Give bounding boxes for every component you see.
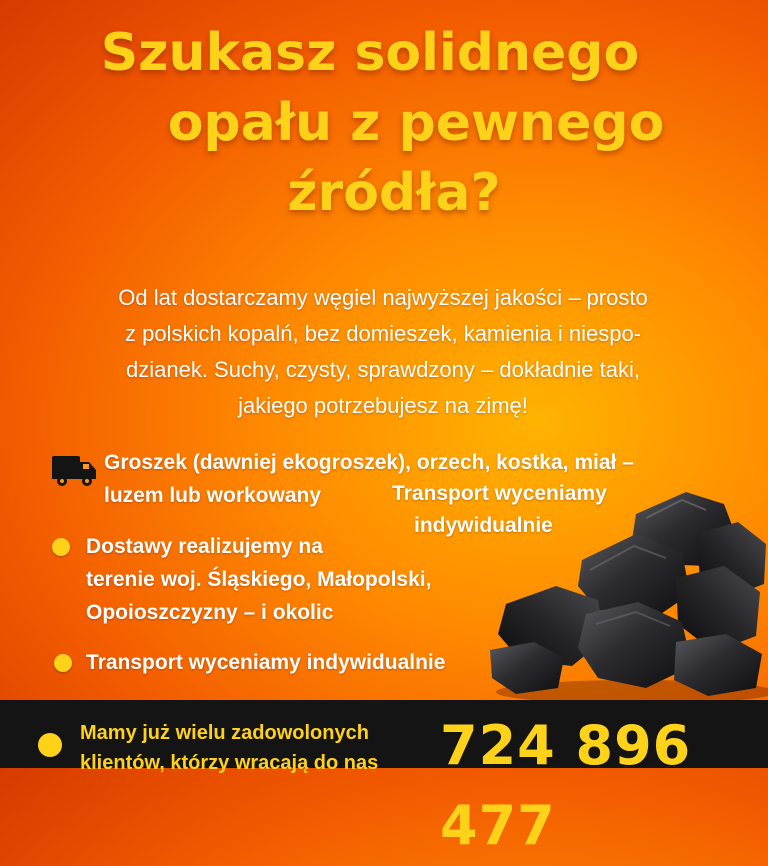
headline-line-2: opału z pewnego bbox=[167, 93, 665, 153]
headline-line-1: Szukasz solidnego bbox=[100, 23, 640, 83]
testimonial-line-1: Mamy już wielu zadowolonych bbox=[80, 722, 369, 744]
intro-line-4: jakiego potrzebujesz na zimę! bbox=[238, 393, 528, 418]
transport-note-line-1: Transport wyceniamy bbox=[392, 482, 607, 505]
feature-delivery-line-3: Opoioszczyzny – i okolic bbox=[86, 601, 334, 624]
testimonial-line-2: klientów, którzy wracają do nas bbox=[80, 752, 379, 774]
footer-bullet-dot-icon bbox=[38, 733, 62, 757]
intro-line-1: Od lat dostarczamy węgiel najwyższej jakości – prosto bbox=[118, 285, 648, 310]
headline bbox=[0, 18, 768, 228]
feature-coal-types-line-2: luzem lub workowany bbox=[104, 484, 322, 507]
phone-number[interactable]: 724 896 477 bbox=[440, 714, 692, 857]
intro-line-3: dzianek. Suchy, czysty, sprawdzony – dokładnie taki, bbox=[126, 357, 640, 382]
headline-line-3: źródła? bbox=[287, 163, 501, 223]
feature-delivery-area bbox=[86, 530, 486, 629]
bullet-dot-icon bbox=[54, 654, 72, 672]
feature-delivery-line-2: terenie woj. Śląskiego, Małopolski, bbox=[86, 568, 432, 591]
coal-pile-image bbox=[486, 474, 768, 704]
feature-transport bbox=[86, 646, 506, 679]
bullet-dot-icon bbox=[52, 538, 70, 556]
intro-line-2: z polskich kopalń, bez domieszek, kamienia i niespo- bbox=[124, 321, 642, 346]
transport-note-line-2: indywidualnie bbox=[414, 514, 553, 537]
feature-coal-types-line-1: Groszek (dawniej ekogroszek), orzech, kostka, miał – bbox=[104, 451, 634, 474]
truck-icon bbox=[50, 452, 98, 488]
feature-transport-line-1: Transport wyceniamy indywidualnie bbox=[86, 651, 446, 674]
intro-paragraph bbox=[18, 280, 748, 424]
footer-testimonial bbox=[80, 718, 430, 778]
feature-delivery-line-1: Dostawy realizujemy na bbox=[86, 535, 323, 558]
